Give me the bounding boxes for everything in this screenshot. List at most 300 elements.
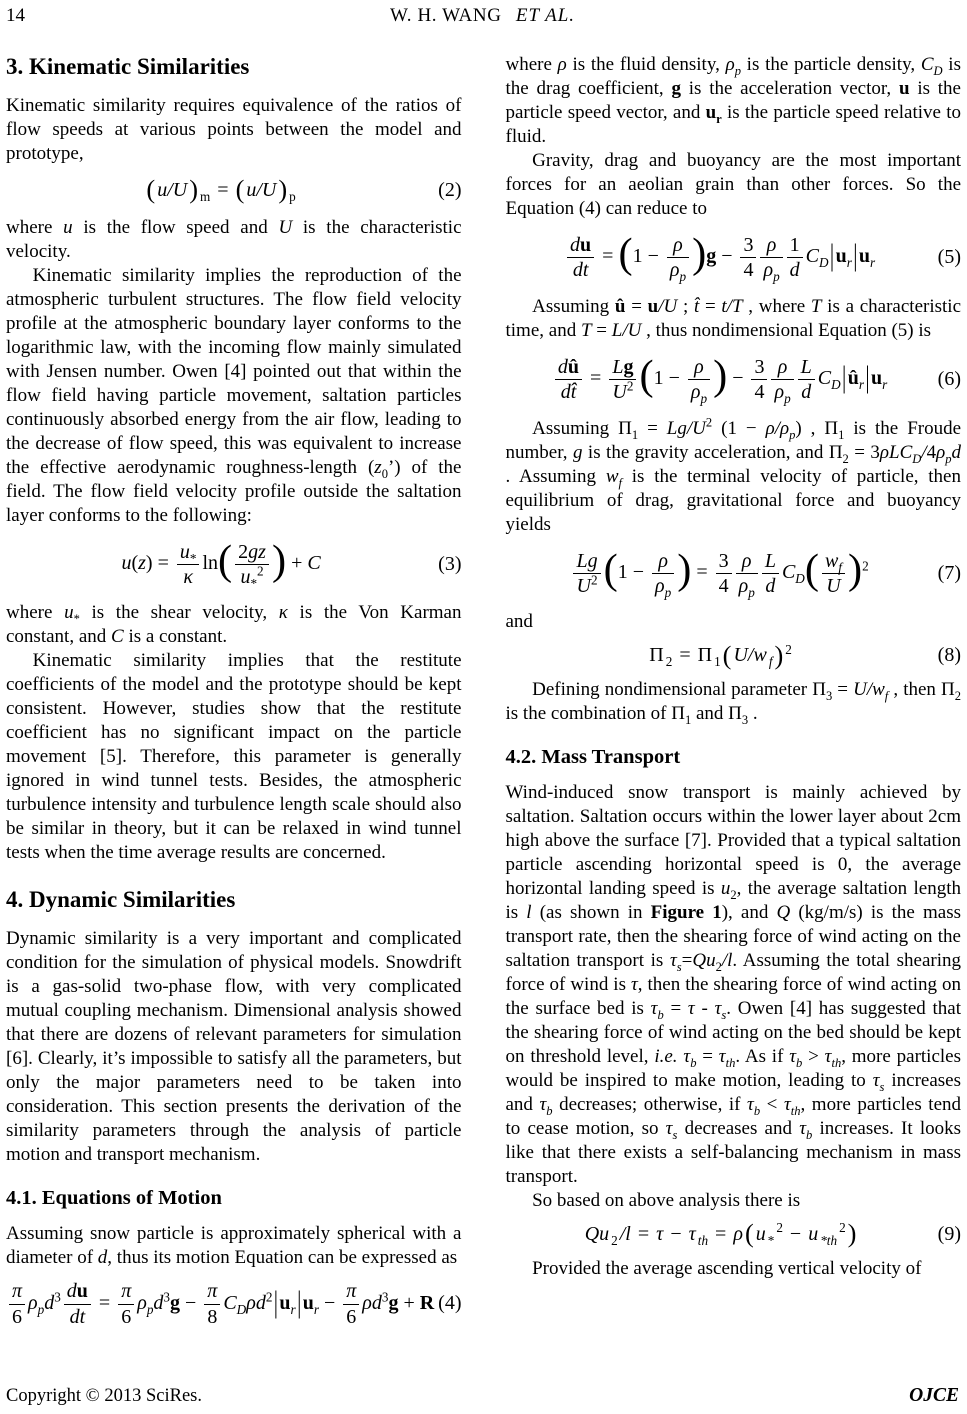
text-run: u bbox=[63, 216, 73, 238]
text-run: ) bbox=[278, 174, 288, 205]
fraction-numerator bbox=[751, 356, 767, 380]
text-run: = bbox=[591, 319, 612, 341]
text-run: , the average saltation length is bbox=[505, 877, 961, 923]
text-run: κ bbox=[278, 602, 288, 624]
text-run: (as shown in bbox=[531, 901, 651, 923]
text-run: 2 bbox=[705, 415, 713, 430]
text-run: 6 bbox=[346, 1305, 357, 1328]
text-run: û bbox=[847, 367, 859, 390]
text-run: ) bbox=[692, 230, 707, 278]
text-run: − bbox=[716, 245, 738, 268]
text-run: Figure 1 bbox=[650, 901, 722, 923]
heading-mass-transport: 4.2. Mass Transport bbox=[505, 745, 681, 768]
fraction-denominator bbox=[667, 258, 689, 285]
fraction-denominator bbox=[771, 380, 793, 407]
text-run: (kg/m/s) is the mass transport rate, then the shearing force of wind acting on the saltation transport is bbox=[505, 901, 961, 971]
text-run: = 3 bbox=[848, 441, 880, 463]
text-run: r bbox=[869, 255, 876, 271]
text-run: 2 bbox=[842, 451, 849, 466]
text-run: u bbox=[64, 602, 74, 624]
text-run: Assuming snow particle is approximately spherical with a diameter of bbox=[6, 1223, 462, 1269]
text-run: Gravity, drag and buoyancy are the most important forces for an aeolian grain than other forces. So the Equation (4) can reduce to bbox=[505, 150, 961, 219]
text-run: D bbox=[912, 451, 922, 466]
text-run: s bbox=[879, 1079, 885, 1094]
text-run: 2 bbox=[954, 688, 962, 703]
text-run: Kinematic similarity implies that the restitute coefficients of the model and the prototype should be kept consistent. However, studies show that the restitute coefficient has no significant impact on the particle movement [5]. Therefore, this parameter is generally ignored in wind tunnel tests. Besides, the atmospheric turbulence intensity and turbulence length scale should also be similar in theory, but it can be relaxed in wind tunnel tests when the time average results are concerned. bbox=[6, 650, 462, 864]
equation-6-seg bbox=[817, 360, 888, 395]
text-run: 4 bbox=[926, 441, 937, 463]
text-run: < bbox=[760, 1093, 784, 1115]
equation-3-number: (3) bbox=[438, 552, 462, 575]
paragraph-provided bbox=[506, 1257, 962, 1281]
text-run: 1 bbox=[789, 234, 800, 256]
text-run: 1 − bbox=[632, 245, 664, 268]
text-run: 3 bbox=[825, 688, 833, 703]
text-run: Π bbox=[941, 678, 955, 700]
text-run: p bbox=[748, 584, 755, 600]
fraction bbox=[343, 1280, 359, 1328]
equation-7 bbox=[506, 546, 962, 600]
text-run: ρ bbox=[690, 381, 701, 404]
text-run: 1 bbox=[631, 427, 639, 442]
text-run: s bbox=[676, 959, 682, 974]
text-run: u bbox=[121, 552, 132, 575]
fraction-denominator bbox=[9, 1305, 25, 1328]
text-run: Lg/U bbox=[666, 417, 706, 439]
text-run: π bbox=[207, 1280, 218, 1303]
fraction-numerator bbox=[555, 356, 582, 380]
text-run: Π bbox=[697, 644, 713, 667]
text-run: ρ bbox=[741, 549, 752, 572]
text-run: 8 bbox=[207, 1305, 218, 1328]
text-run: where bbox=[6, 602, 65, 624]
page-footer bbox=[6, 1385, 959, 1407]
fraction-denominator bbox=[740, 258, 756, 281]
text-run: ’) of the field. The flow field velocity profile outside the saltation layer conforms to the following: bbox=[6, 456, 462, 526]
text-run: is the acceleration vector, bbox=[680, 78, 899, 99]
fraction bbox=[736, 550, 758, 598]
text-run: ) = bbox=[145, 552, 174, 575]
text-run: w bbox=[824, 549, 839, 572]
text-run: = bbox=[632, 1222, 655, 1245]
text-run: d bbox=[44, 1291, 55, 1314]
equation-4-number: (4) bbox=[438, 1292, 462, 1315]
equation-6-number: (6) bbox=[937, 367, 961, 390]
fraction bbox=[751, 356, 767, 404]
paragraph-flow-speed bbox=[6, 216, 462, 264]
text-run: decreases and bbox=[677, 1117, 800, 1139]
text-run: m bbox=[200, 189, 211, 204]
text-run: ( bbox=[804, 546, 819, 594]
text-run: Π bbox=[812, 678, 826, 700]
text-run: − bbox=[784, 1222, 807, 1245]
paragraph-froude-number bbox=[506, 417, 962, 537]
text-run: u bbox=[705, 102, 717, 123]
text-run: g bbox=[671, 78, 681, 99]
text-run: t/T bbox=[721, 295, 743, 317]
text-run: /l bbox=[721, 949, 733, 971]
running-title bbox=[6, 5, 959, 27]
text-run: t bbox=[79, 1305, 86, 1328]
text-run: = bbox=[212, 179, 234, 201]
fraction bbox=[740, 234, 756, 282]
text-run: ) bbox=[774, 639, 784, 670]
text-run: / bbox=[921, 441, 927, 463]
paragraph-mass-transport bbox=[506, 781, 962, 1189]
text-run: , thus nondimensional Equation (5) is bbox=[641, 319, 932, 341]
text-run: u bbox=[720, 877, 731, 899]
text-run: ρ bbox=[557, 54, 567, 75]
fraction-numerator bbox=[787, 234, 803, 258]
fraction-numerator bbox=[736, 550, 758, 574]
text-run: s bbox=[672, 1127, 678, 1142]
text-run: b bbox=[546, 1103, 553, 1118]
paragraph-so-based bbox=[506, 1189, 962, 1213]
fraction-denominator bbox=[798, 380, 815, 403]
equation-6-body bbox=[506, 352, 936, 407]
fraction bbox=[762, 550, 779, 598]
text-run: So based on above analysis there is bbox=[532, 1189, 801, 1211]
text-run: 3 bbox=[54, 1289, 61, 1305]
equation-3-tail bbox=[271, 537, 321, 585]
text-run: u bbox=[898, 78, 910, 99]
text-run: th bbox=[831, 1055, 842, 1070]
text-run: û bbox=[614, 295, 626, 317]
equation-3-ln bbox=[202, 537, 233, 585]
equation-2-number: (2) bbox=[438, 179, 462, 201]
paragraph-turbulent-structures bbox=[6, 264, 462, 528]
text-run: Π bbox=[824, 417, 839, 439]
fraction bbox=[667, 234, 689, 285]
text-run: ρ bbox=[774, 381, 785, 404]
text-run: u bbox=[808, 1222, 819, 1245]
text-run: ( bbox=[712, 417, 728, 439]
text-run: 3 bbox=[754, 355, 765, 378]
text-run: 4 bbox=[754, 381, 765, 404]
fraction bbox=[235, 541, 269, 589]
text-run: τ bbox=[783, 1093, 791, 1115]
text-run: * bbox=[73, 612, 80, 627]
text-run: p bbox=[37, 1301, 45, 1317]
fraction-denominator bbox=[787, 258, 803, 281]
fraction bbox=[573, 550, 600, 598]
text-run: g bbox=[572, 441, 583, 463]
text-run: = bbox=[696, 1045, 719, 1067]
text-run: C bbox=[817, 367, 832, 390]
text-run: , thus its motion Equation can be expressed as bbox=[107, 1247, 458, 1269]
equation-3 bbox=[6, 537, 462, 591]
text-run: + bbox=[286, 552, 308, 575]
fraction-denominator bbox=[64, 1305, 91, 1328]
fraction-denominator bbox=[652, 574, 674, 600]
text-run: − bbox=[180, 1291, 202, 1314]
fraction-numerator bbox=[64, 1280, 91, 1304]
text-run: = bbox=[681, 949, 693, 971]
text-run: ρ bbox=[655, 574, 665, 597]
paragraph-restitute-coefficients bbox=[6, 649, 462, 865]
text-run: , more particles tend to cease motion, so bbox=[505, 1093, 961, 1139]
fraction-denominator bbox=[177, 565, 200, 588]
text-run: Kinematic similarity implies the reproduction of the atmospheric turbulent structures. The flow field velocity profile at the atmospheric boundary layer conforms to the logarithmic law, with the incoming flow mainly simulated with Jensen number. Owen [4] pointed out that within the flow field having particle movement, saltation particles continuously absorbed energy from the air flow, leading to the decrease of flow speed, this was equivalent to increase the effective aerodynamic roughness-length ( bbox=[6, 264, 462, 478]
text-run: 2 bbox=[626, 378, 634, 394]
text-run: d bbox=[789, 259, 800, 282]
text-run: z bbox=[374, 456, 382, 478]
text-run: 6 bbox=[121, 1305, 132, 1328]
text-run: p bbox=[784, 391, 791, 407]
text-run: = bbox=[832, 678, 854, 700]
text-run: . Assuming bbox=[505, 465, 606, 487]
text-run: = bbox=[597, 245, 619, 268]
text-run: 2 bbox=[665, 654, 673, 670]
text-run: ) bbox=[847, 546, 863, 594]
text-run: u bbox=[580, 234, 592, 256]
text-run: p bbox=[664, 584, 672, 600]
fraction-denominator bbox=[751, 380, 767, 403]
text-run: u bbox=[755, 1222, 766, 1245]
text-run: R bbox=[419, 1291, 435, 1314]
text-run: p bbox=[289, 189, 296, 204]
text-run: b bbox=[753, 1103, 761, 1118]
text-run: s bbox=[721, 1007, 727, 1022]
text-run: p bbox=[679, 269, 687, 285]
equation-7-seg bbox=[847, 546, 869, 594]
fraction-denominator bbox=[118, 1305, 134, 1328]
text-run: ρ bbox=[763, 259, 774, 282]
fraction-denominator bbox=[760, 258, 782, 285]
text-run: d bbox=[765, 574, 776, 597]
fraction bbox=[652, 550, 674, 598]
text-run: ρ bbox=[673, 234, 683, 256]
text-run: | bbox=[830, 238, 835, 274]
copyright-notice: Copyright © 2013 SciRes. bbox=[6, 1386, 202, 1406]
fraction-numerator bbox=[567, 234, 594, 258]
text-run: = bbox=[93, 1291, 116, 1314]
text-run: u bbox=[647, 295, 659, 317]
text-run: Π bbox=[649, 644, 664, 667]
text-run: b bbox=[657, 1007, 664, 1022]
text-run: th bbox=[697, 1232, 709, 1248]
text-run: d bbox=[371, 1291, 382, 1314]
text-run: d bbox=[255, 1291, 266, 1314]
text-run: 2 bbox=[265, 1289, 273, 1305]
text-run: u/U bbox=[246, 179, 277, 201]
text-run: π bbox=[121, 1280, 132, 1303]
text-run: D bbox=[831, 377, 841, 393]
text-run: i.e. bbox=[654, 1045, 678, 1067]
text-run: - bbox=[694, 997, 715, 1019]
paragraph-kinematic-intro bbox=[6, 94, 462, 166]
fraction bbox=[118, 1280, 134, 1328]
equation-4 bbox=[6, 1280, 462, 1328]
text-run: d bbox=[951, 441, 962, 463]
equation-6-seg bbox=[639, 352, 685, 400]
column-left bbox=[6, 53, 462, 1338]
text-run: th bbox=[725, 1055, 736, 1070]
text-run: 3 bbox=[741, 712, 749, 727]
text-run: ( bbox=[218, 537, 233, 585]
equation-7-number: (7) bbox=[937, 561, 961, 584]
text-run: r bbox=[846, 255, 852, 271]
text-run: ρ bbox=[733, 1222, 743, 1245]
text-run: = bbox=[691, 561, 713, 584]
text-run: p bbox=[734, 63, 741, 78]
fraction-denominator bbox=[609, 380, 636, 403]
text-run: * bbox=[767, 1232, 775, 1248]
fraction bbox=[688, 355, 710, 407]
text-run: τ bbox=[747, 1093, 754, 1115]
text-run: d bbox=[570, 234, 581, 256]
text-run: Π bbox=[671, 702, 685, 724]
text-run: L bbox=[800, 355, 812, 378]
text-run: ) bbox=[713, 352, 728, 400]
text-run: ρ/ρ bbox=[765, 417, 790, 439]
text-run: u bbox=[835, 245, 847, 268]
fraction-numerator bbox=[235, 541, 269, 565]
fraction-numerator bbox=[204, 1280, 220, 1304]
text-run: D bbox=[933, 63, 943, 78]
fraction-denominator bbox=[688, 380, 710, 407]
fraction-numerator bbox=[343, 1280, 359, 1304]
text-run: Π bbox=[618, 417, 632, 439]
text-run: ρ bbox=[137, 1291, 147, 1314]
text-run: f bbox=[768, 654, 773, 670]
fraction bbox=[822, 550, 845, 598]
text-run: t̂ bbox=[693, 295, 700, 317]
text-run: , then bbox=[888, 678, 942, 700]
text-run: is the drag coefficient, bbox=[505, 54, 961, 99]
paragraph-dynamic-intro bbox=[6, 927, 462, 1167]
equation-3-lhs bbox=[121, 552, 173, 574]
equation-7-body bbox=[506, 546, 936, 600]
text-run: > bbox=[802, 1045, 825, 1067]
text-run: , then the shearing force of wind acting on the surface bed is bbox=[505, 973, 961, 1019]
equation-8 bbox=[506, 639, 962, 670]
text-run: C bbox=[805, 245, 820, 268]
text-run: 1 − bbox=[727, 417, 766, 439]
text-run: U/w bbox=[853, 678, 885, 700]
text-run: ( bbox=[146, 174, 156, 205]
text-run: T bbox=[810, 295, 822, 317]
text-run: L/U bbox=[611, 319, 642, 341]
text-run: 4 bbox=[718, 574, 729, 597]
text-run: d bbox=[153, 1291, 164, 1314]
text-run: τ bbox=[630, 973, 638, 995]
text-run: π bbox=[346, 1280, 357, 1303]
fraction-numerator bbox=[652, 550, 674, 574]
fraction-numerator bbox=[760, 234, 782, 258]
fraction-denominator bbox=[736, 574, 758, 600]
fraction-numerator bbox=[688, 356, 710, 380]
text-run: − bbox=[727, 367, 749, 390]
text-run: ρ bbox=[936, 441, 946, 463]
fraction-numerator bbox=[771, 356, 793, 380]
text-run: 0 bbox=[381, 466, 388, 481]
text-run: 1 − bbox=[617, 561, 650, 584]
equation-5-seg bbox=[805, 238, 876, 274]
text-run: is a constant. bbox=[123, 626, 228, 648]
fraction-denominator bbox=[555, 380, 582, 403]
text-run: 3 bbox=[718, 549, 729, 572]
text-run: p bbox=[146, 1301, 154, 1317]
text-run: d bbox=[801, 381, 812, 404]
text-run: . As if bbox=[735, 1045, 790, 1067]
fraction-denominator bbox=[204, 1305, 220, 1328]
text-run: d bbox=[97, 1247, 108, 1269]
text-run: 2 bbox=[785, 641, 792, 657]
text-run: ρ bbox=[362, 1291, 372, 1314]
fraction-denominator bbox=[762, 574, 779, 597]
text-run: − bbox=[318, 1291, 341, 1314]
text-run: τ bbox=[650, 997, 658, 1019]
text-run: g bbox=[170, 1291, 181, 1314]
fraction bbox=[204, 1280, 220, 1328]
text-run: ρ bbox=[246, 1291, 256, 1314]
fraction bbox=[177, 541, 200, 589]
text-run: d bbox=[69, 1305, 80, 1328]
text-run: π bbox=[11, 1280, 22, 1303]
text-run: * bbox=[189, 550, 197, 566]
equation-9-number: (9) bbox=[937, 1222, 961, 1245]
text-run: τ bbox=[665, 1117, 673, 1139]
text-run: f bbox=[618, 475, 622, 490]
text-run: L bbox=[612, 355, 624, 378]
paragraph-gravity-drag-buoyancy bbox=[506, 149, 962, 221]
text-run: u bbox=[870, 367, 883, 390]
equation-5 bbox=[506, 230, 962, 285]
text-run: t bbox=[582, 259, 589, 282]
equation-6 bbox=[506, 352, 962, 407]
text-run: is the shear velocity, bbox=[79, 602, 279, 624]
text-run: is the characteristic velocity. bbox=[6, 216, 462, 262]
text-run: = bbox=[638, 417, 667, 439]
text-run: p bbox=[789, 427, 796, 442]
equation-5-seg bbox=[597, 230, 664, 278]
fraction-denominator bbox=[716, 574, 732, 597]
text-run: 1 bbox=[684, 712, 692, 727]
text-run: τ bbox=[714, 997, 722, 1019]
fraction-numerator bbox=[118, 1280, 134, 1304]
text-run: ρ bbox=[694, 355, 704, 378]
text-run: u/U bbox=[157, 179, 188, 201]
equation-4-body bbox=[6, 1280, 436, 1328]
page-number: 14 bbox=[6, 5, 25, 26]
text-run: u bbox=[858, 245, 870, 268]
text-run: ; bbox=[677, 295, 694, 317]
fraction bbox=[716, 550, 732, 598]
text-run: τ bbox=[669, 949, 677, 971]
text-run: /l bbox=[619, 1222, 631, 1245]
text-run: τ bbox=[539, 1093, 547, 1115]
fraction bbox=[567, 234, 594, 282]
text-run: − bbox=[665, 1222, 687, 1245]
text-run: th bbox=[790, 1103, 801, 1118]
text-run: Lg bbox=[576, 549, 598, 572]
text-run: τ bbox=[683, 1045, 691, 1067]
text-run: 3 bbox=[743, 234, 754, 256]
text-run: . bbox=[748, 702, 758, 724]
text-run: u bbox=[302, 1291, 314, 1314]
text-run: f bbox=[838, 559, 842, 575]
paragraph-snow-particle bbox=[6, 1222, 462, 1270]
text-run: U bbox=[576, 574, 591, 597]
text-run: is the gravity acceleration, and bbox=[582, 441, 829, 463]
text-run: g bbox=[623, 355, 634, 378]
fraction bbox=[9, 1280, 25, 1328]
fraction-numerator bbox=[762, 550, 779, 574]
text-run: Defining nondimensional parameter bbox=[532, 678, 813, 700]
text-run: t̂ bbox=[570, 381, 577, 404]
text-run: U/w bbox=[733, 644, 767, 667]
